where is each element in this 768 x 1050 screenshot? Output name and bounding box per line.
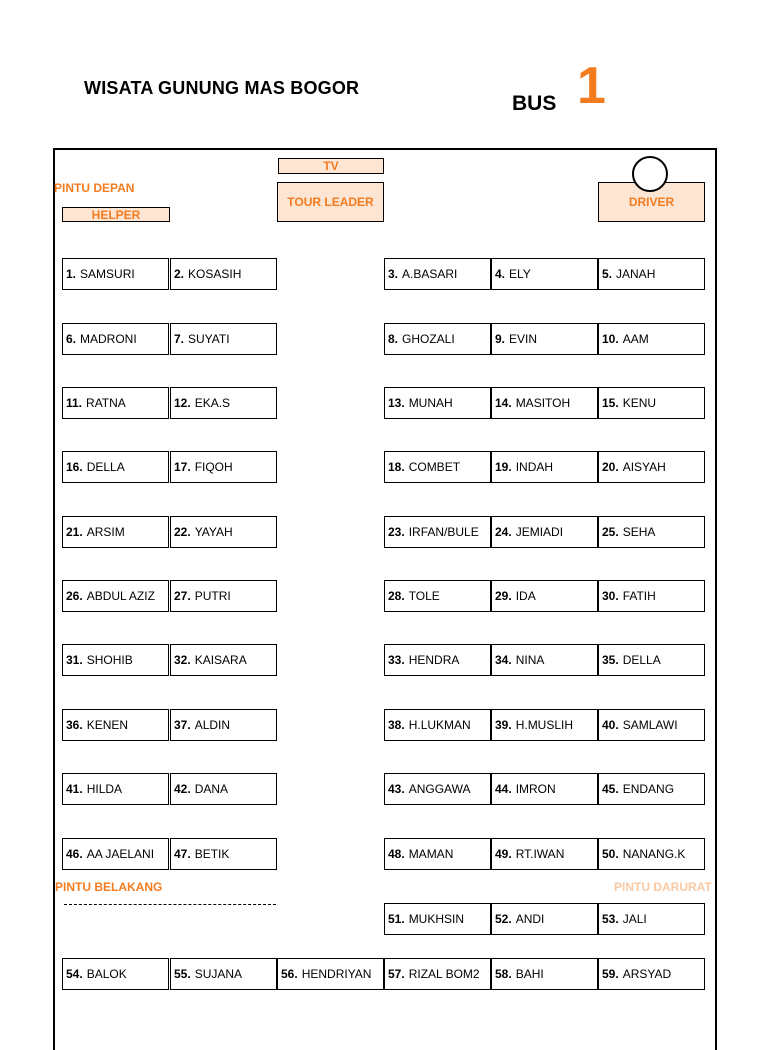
passenger-name: KENEN xyxy=(86,718,129,732)
seat-number: 27. xyxy=(174,589,191,603)
bus-number: 1 xyxy=(577,57,606,115)
passenger-name: SUJANA xyxy=(194,967,243,981)
passenger-name: RATNA xyxy=(86,396,126,410)
seat-number: 2. xyxy=(174,267,185,281)
passenger-name: EVIN xyxy=(509,332,538,346)
seat-25 xyxy=(598,516,705,548)
seat-14 xyxy=(491,387,598,419)
seat-number: 31. xyxy=(66,653,83,667)
seat-18 xyxy=(384,451,491,483)
passenger-name: FATIH xyxy=(622,589,656,603)
seat-number: 16. xyxy=(66,460,83,474)
seat-number: 26. xyxy=(66,589,83,603)
seat-52 xyxy=(491,903,598,935)
seat-number: 49. xyxy=(495,847,512,861)
passenger-name: ABDUL AZIZ xyxy=(86,589,155,603)
seat-number: 41. xyxy=(66,782,83,796)
seat-number: 50. xyxy=(602,847,619,861)
seat-34 xyxy=(491,644,598,676)
seat-20 xyxy=(598,451,705,483)
seat-number: 11. xyxy=(66,396,83,410)
seat-number: 23. xyxy=(388,525,405,539)
seat-number: 38. xyxy=(388,718,405,732)
seat-number: 17. xyxy=(174,460,191,474)
passenger-name: YAYAH xyxy=(194,525,233,539)
seat-22 xyxy=(170,516,277,548)
seat-19 xyxy=(491,451,598,483)
rear-door-label: PINTU BELAKANG xyxy=(55,880,163,894)
seat-number: 59. xyxy=(602,967,619,981)
seat-3 xyxy=(384,258,491,290)
seat-47 xyxy=(170,838,277,870)
passenger-name: ARSIM xyxy=(86,525,125,539)
seat-number: 24. xyxy=(495,525,512,539)
seat-28 xyxy=(384,580,491,612)
seat-53 xyxy=(598,903,705,935)
seat-13 xyxy=(384,387,491,419)
seat-48 xyxy=(384,838,491,870)
seat-number: 55. xyxy=(174,967,191,981)
seat-number: 9. xyxy=(495,332,506,346)
helper-seat: HELPER xyxy=(62,207,170,222)
seat-number: 6. xyxy=(66,332,77,346)
seat-number: 57. xyxy=(388,967,405,981)
passenger-name: RIZAL BOM2 xyxy=(408,967,480,981)
seat-number: 44. xyxy=(495,782,512,796)
passenger-name: SHOHIB xyxy=(86,653,133,667)
seat-59 xyxy=(598,958,705,990)
seat-number: 21. xyxy=(66,525,83,539)
seat-42 xyxy=(170,773,277,805)
passenger-name: RT.IWAN xyxy=(515,847,565,861)
seat-number: 30. xyxy=(602,589,619,603)
seat-30 xyxy=(598,580,705,612)
seat-8 xyxy=(384,323,491,355)
seat-43 xyxy=(384,773,491,805)
passenger-name: ENDANG xyxy=(622,782,675,796)
passenger-name: JALI xyxy=(622,912,647,926)
passenger-name: SAMLAWI xyxy=(622,718,678,732)
seat-number: 56. xyxy=(281,967,298,981)
seat-37 xyxy=(170,709,277,741)
seat-10 xyxy=(598,323,705,355)
passenger-name: MUNAH xyxy=(408,396,453,410)
passenger-name: SAMSURI xyxy=(80,267,135,281)
seat-56 xyxy=(277,958,384,990)
seat-38 xyxy=(384,709,491,741)
seat-number: 43. xyxy=(388,782,405,796)
passenger-name: AISYAH xyxy=(622,460,666,474)
seat-27 xyxy=(170,580,277,612)
passenger-name: FIQOH xyxy=(194,460,233,474)
seat-number: 25. xyxy=(602,525,619,539)
seat-31 xyxy=(62,644,169,676)
passenger-name: MUKHSIN xyxy=(408,912,465,926)
seat-49 xyxy=(491,838,598,870)
seat-number: 7. xyxy=(174,332,185,346)
passenger-name: IMRON xyxy=(515,782,556,796)
seat-number: 1. xyxy=(66,267,77,281)
seat-number: 36. xyxy=(66,718,83,732)
seat-54 xyxy=(62,958,169,990)
seat-24 xyxy=(491,516,598,548)
passenger-name: IDA xyxy=(515,589,536,603)
passenger-name: KAISARA xyxy=(194,653,247,667)
passenger-name: ANDI xyxy=(515,912,545,926)
passenger-name: NANANG.K xyxy=(622,847,686,861)
passenger-name: H.MUSLIH xyxy=(515,718,574,732)
seat-2 xyxy=(170,258,277,290)
seat-number: 35. xyxy=(602,653,619,667)
seat-12 xyxy=(170,387,277,419)
seat-33 xyxy=(384,644,491,676)
seat-7 xyxy=(170,323,277,355)
steering-wheel-icon xyxy=(632,156,668,192)
seat-51 xyxy=(384,903,491,935)
seat-number: 32. xyxy=(174,653,191,667)
seat-11 xyxy=(62,387,169,419)
seat-40 xyxy=(598,709,705,741)
seat-6 xyxy=(62,323,169,355)
seat-number: 10. xyxy=(602,332,619,346)
seat-number: 45. xyxy=(602,782,619,796)
seat-number: 28. xyxy=(388,589,405,603)
seat-number: 22. xyxy=(174,525,191,539)
passenger-name: HENDRIYAN xyxy=(301,967,372,981)
passenger-name: BAHI xyxy=(515,967,544,981)
seat-number: 15. xyxy=(602,396,619,410)
seat-46 xyxy=(62,838,169,870)
seat-number: 40. xyxy=(602,718,619,732)
seat-41 xyxy=(62,773,169,805)
seat-4 xyxy=(491,258,598,290)
seat-number: 3. xyxy=(388,267,399,281)
seat-number: 34. xyxy=(495,653,512,667)
passenger-name: ARSYAD xyxy=(622,967,672,981)
seat-number: 53. xyxy=(602,912,619,926)
seat-29 xyxy=(491,580,598,612)
tv-box: TV xyxy=(278,158,384,174)
seat-number: 29. xyxy=(495,589,512,603)
passenger-name: EKA.S xyxy=(194,396,231,410)
seat-number: 39. xyxy=(495,718,512,732)
rear-door-line xyxy=(64,904,276,905)
passenger-name: ALDIN xyxy=(194,718,231,732)
passenger-name: PUTRI xyxy=(194,589,231,603)
seat-36 xyxy=(62,709,169,741)
seat-58 xyxy=(491,958,598,990)
seat-number: 47. xyxy=(174,847,191,861)
passenger-name: H.LUKMAN xyxy=(408,718,471,732)
seat-17 xyxy=(170,451,277,483)
passenger-name: AAM xyxy=(622,332,649,346)
page-title: WISATA GUNUNG MAS BOGOR xyxy=(84,78,360,98)
passenger-name: ANGGAWA xyxy=(408,782,471,796)
seat-number: 20. xyxy=(602,460,619,474)
seat-number: 48. xyxy=(388,847,405,861)
seat-number: 8. xyxy=(388,332,399,346)
seat-44 xyxy=(491,773,598,805)
passenger-name: DELLA xyxy=(86,460,125,474)
seat-number: 5. xyxy=(602,267,613,281)
seat-5 xyxy=(598,258,705,290)
seat-number: 14. xyxy=(495,396,512,410)
passenger-name: KOSASIH xyxy=(188,267,242,281)
seat-number: 52. xyxy=(495,912,512,926)
seat-23 xyxy=(384,516,491,548)
passenger-name: SUYATI xyxy=(188,332,230,346)
seat-number: 12. xyxy=(174,396,191,410)
passenger-name: HENDRA xyxy=(408,653,460,667)
seat-39 xyxy=(491,709,598,741)
seat-57 xyxy=(384,958,491,990)
seat-number: 4. xyxy=(495,267,506,281)
seat-number: 51. xyxy=(388,912,405,926)
seat-35 xyxy=(598,644,705,676)
seat-32 xyxy=(170,644,277,676)
seat-26 xyxy=(62,580,169,612)
passenger-name: INDAH xyxy=(515,460,554,474)
passenger-name: MAMAN xyxy=(408,847,454,861)
passenger-name: IRFAN/BULE xyxy=(408,525,479,539)
passenger-name: NINA xyxy=(515,653,545,667)
passenger-name: MADRONI xyxy=(80,332,137,346)
seat-number: 33. xyxy=(388,653,405,667)
passenger-name: COMBET xyxy=(408,460,461,474)
passenger-name: JEMIADI xyxy=(515,525,564,539)
seat-number: 37. xyxy=(174,718,191,732)
passenger-name: A.BASARI xyxy=(402,267,458,281)
passenger-name: SEHA xyxy=(622,525,656,539)
passenger-name: JANAH xyxy=(616,267,656,281)
passenger-name: AA JAELANI xyxy=(86,847,155,861)
passenger-name: KENU xyxy=(622,396,657,410)
seat-21 xyxy=(62,516,169,548)
seat-45 xyxy=(598,773,705,805)
seat-number: 13. xyxy=(388,396,405,410)
passenger-name: HILDA xyxy=(86,782,123,796)
passenger-name: DANA xyxy=(194,782,229,796)
passenger-name: GHOZALI xyxy=(402,332,455,346)
bus-label: BUS xyxy=(512,92,557,115)
seat-number: 58. xyxy=(495,967,512,981)
seat-number: 54. xyxy=(66,967,83,981)
passenger-name: ELY xyxy=(509,267,531,281)
driver-seat: DRIVER xyxy=(598,182,705,222)
passenger-name: DELLA xyxy=(622,653,661,667)
seat-50 xyxy=(598,838,705,870)
passenger-name: TOLE xyxy=(408,589,440,603)
seat-55 xyxy=(170,958,277,990)
passenger-name: BETIK xyxy=(194,847,230,861)
seat-1 xyxy=(62,258,169,290)
seat-15 xyxy=(598,387,705,419)
seat-number: 19. xyxy=(495,460,512,474)
front-door-label: PINTU DEPAN xyxy=(54,181,135,195)
seat-number: 18. xyxy=(388,460,405,474)
tour-leader-seat: TOUR LEADER xyxy=(277,182,384,222)
passenger-name: MASITOH xyxy=(515,396,571,410)
emergency-door-label: PINTU DARURAT xyxy=(614,880,712,894)
passenger-name: BALOK xyxy=(86,967,127,981)
seat-number: 42. xyxy=(174,782,191,796)
seat-9 xyxy=(491,323,598,355)
seat-16 xyxy=(62,451,169,483)
seat-number: 46. xyxy=(66,847,83,861)
